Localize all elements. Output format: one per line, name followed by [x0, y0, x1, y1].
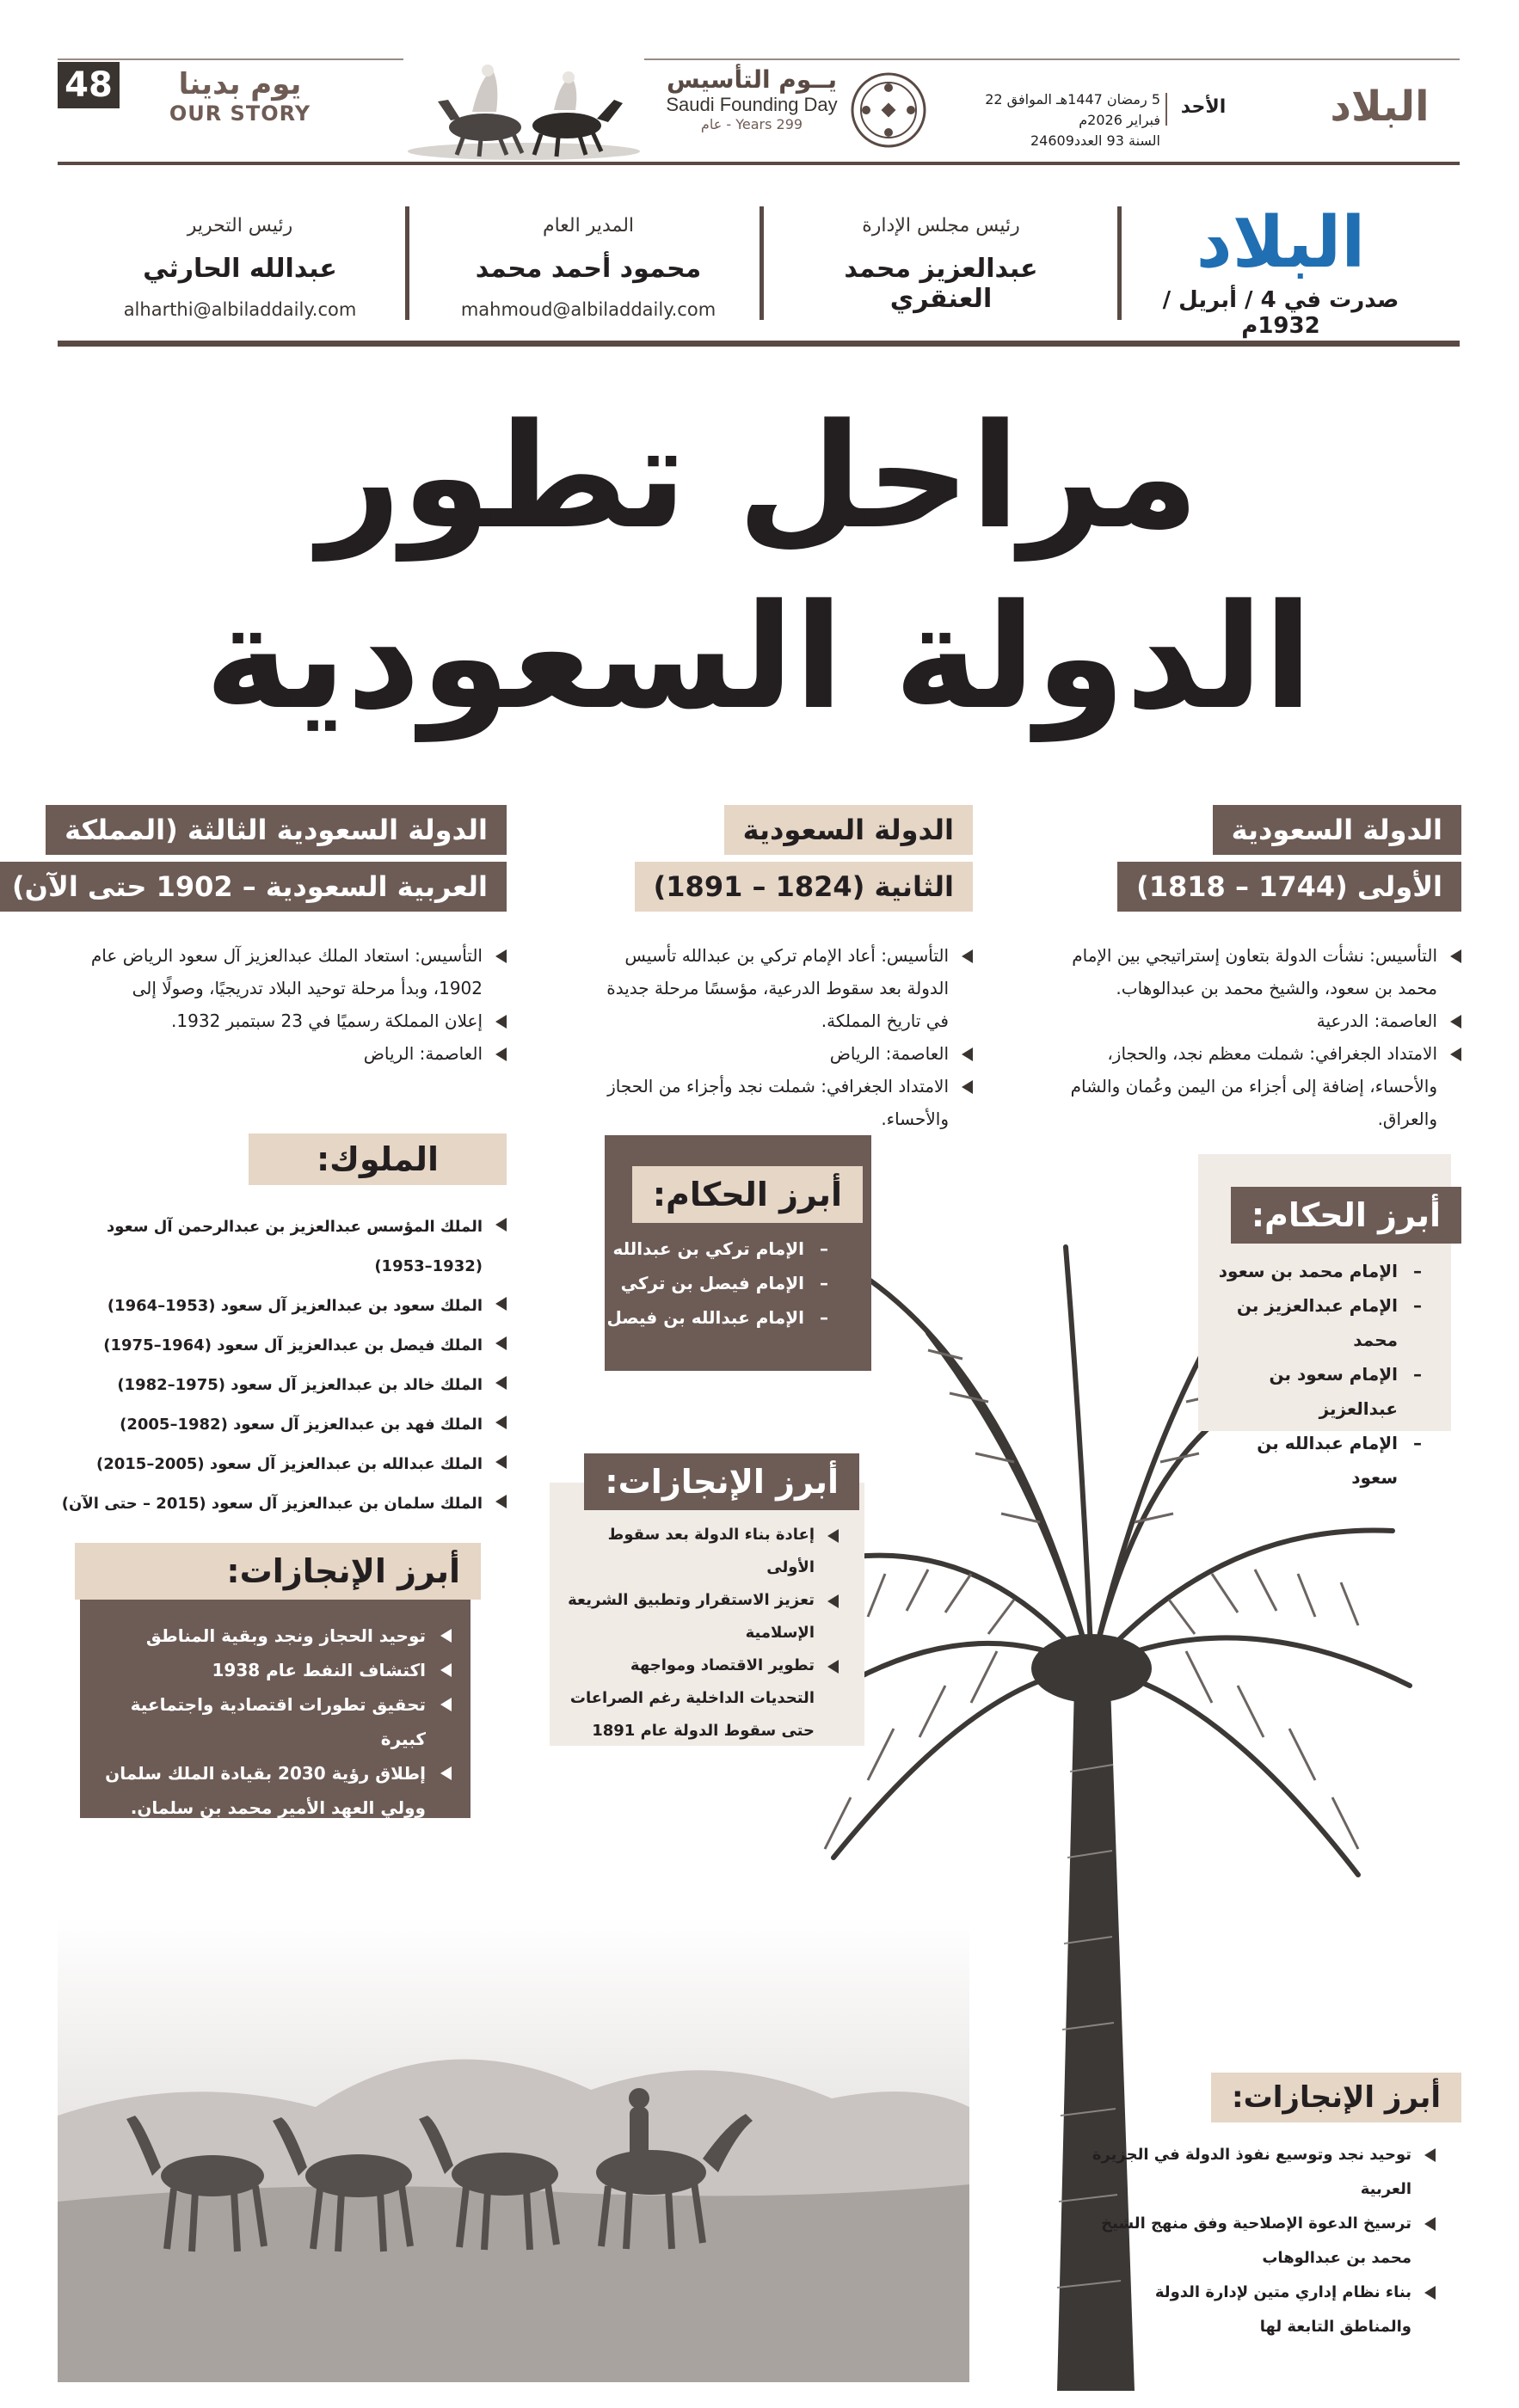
header-separator: [1118, 206, 1122, 320]
list-item: الملك فيصل بن عبدالعزيز آل سعود (1964–1975): [60, 1326, 507, 1366]
list-item: العاصمة: الدرعية: [1051, 1004, 1462, 1037]
list-item: إعلان المملكة رسميًا في 23 سبتمبر 1932.: [77, 1004, 507, 1037]
first-state-bullets: [1051, 939, 1462, 1135]
founding-day-years: 299 Years - عام: [701, 116, 804, 132]
masthead-logo: البلاد: [1196, 202, 1367, 284]
list-item: الملك المؤسس عبدالعزيز بن عبدالرحمن آل سعود (1932–1953): [60, 1207, 507, 1287]
top-thin-rule: [58, 58, 1461, 60]
list-item: – الإمام فيصل بن تركي: [607, 1266, 831, 1300]
list-item: الملك خالد بن عبدالعزيز آل سعود (1975–1982): [60, 1366, 507, 1405]
section-title-ar: يوم بدينا: [179, 67, 303, 101]
editor-block: [103, 215, 378, 335]
list-item: توحيد الحجاز ونجد وبقية المناطق: [100, 1619, 452, 1653]
list-item: تحقيق تطورات اقتصادية واجتماعية كبيرة: [100, 1687, 452, 1756]
founded-date: صدرت في 4 / أبريل / 1932م: [1163, 287, 1400, 339]
third-state-bullets: [77, 939, 507, 1070]
editor-name: عبدالله الحارثي: [144, 254, 338, 284]
second-state-rulers-list: [607, 1232, 831, 1335]
third-state-achievements: [100, 1619, 452, 1825]
list-item: إعادة بناء الدولة بعد سقوط الأولى: [568, 1519, 839, 1584]
chairman-role: رئيس مجلس الإدارة: [863, 215, 1021, 236]
headline-line2: الدولة السعودية: [205, 573, 1314, 741]
list-item: التأسيس: استعاد الملك عبدالعزيز آل سعود الرياض عام 1902، وبدأ مرحلة توحيد البلاد تدريجيًا، وصولًا إلى: [77, 939, 507, 1004]
second-state-rulers-title: أبرز الحكام:: [633, 1166, 864, 1223]
editor-role: رئيس التحرير: [188, 215, 294, 236]
list-item: إطلاق رؤية 2030 بقيادة الملك سلمان وولي العهد الأمير محمد بن سلمان.: [100, 1756, 452, 1825]
second-state-achievements: [568, 1519, 839, 1748]
list-item: – الإمام عبدالعزيز بن محمد: [1209, 1288, 1424, 1357]
masthead-logo-block: [1153, 203, 1411, 339]
list-item: توحيد نجد وتوسيع نفوذ الدولة في الجزيرة العربية: [1084, 2138, 1436, 2207]
third-state-kings-title: الملوك:: [249, 1133, 507, 1185]
founding-day-emblem: [850, 71, 929, 150]
section-title: [163, 67, 318, 126]
first-state-achievements: [1084, 2138, 1436, 2344]
top-strip-bottom-rule: [58, 162, 1461, 165]
list-item: الملك عبدالله بن عبدالعزيز آل سعود (2005–2015): [60, 1445, 507, 1484]
issue-date-line1: 5 رمضان 1447هـ الموافق 22 فبراير 2026م: [986, 91, 1161, 128]
chairman-name: عبدالعزيز محمد العنقري: [845, 254, 1039, 314]
founding-day-logo: [662, 65, 843, 132]
gm-block: [447, 215, 731, 335]
list-item: بناء نظام إداري متين لإدارة الدولة والمناطق التابعة لها: [1084, 2276, 1436, 2344]
list-item: الامتداد الجغرافي: شملت نجد وأجزاء من الحجاز والأحساء.: [585, 1070, 974, 1135]
list-item: العاصمة: الرياض: [585, 1037, 974, 1070]
list-item: الملك سلمان بن عبدالعزيز آل سعود (2015 – حتى الآن): [60, 1484, 507, 1524]
editor-email[interactable]: alharthi@albiladdaily.com: [124, 299, 358, 320]
issue-date-line2: السنة 93 العدد24609: [1030, 132, 1161, 149]
list-item: – الإمام عبدالله بن سعود: [1209, 1426, 1424, 1495]
page-number: 48: [58, 62, 120, 108]
list-item: الملك سعود بن عبدالعزيز آل سعود (1953–1964): [60, 1287, 507, 1326]
issue-date: [963, 89, 1161, 151]
gm-role: المدير العام: [543, 215, 636, 236]
camel-caravan-photo: [58, 1918, 970, 2382]
section-title-en: OUR STORY: [169, 101, 312, 126]
second-state-title-line1: الدولة السعودية: [725, 805, 974, 855]
list-item: التأسيس: أعاد الإمام تركي بن عبدالله تأسيس الدولة بعد سقوط الدرعية، مؤسسًا مرحلة جديدة في تاريخ المملكة.: [585, 939, 974, 1037]
chairman-block: [796, 215, 1088, 335]
first-state-rulers-title: أبرز الحكام:: [1232, 1187, 1462, 1244]
founding-day-en: Saudi Founding Day: [667, 94, 839, 115]
founding-day-ar: يــوم التأسيس: [667, 65, 839, 94]
list-item: – الإمام سعود بن عبدالعزيز: [1209, 1357, 1424, 1426]
headline-line1: مراحل تطور: [318, 392, 1201, 561]
list-item: – الإمام عبدالله بن فيصل: [607, 1300, 831, 1335]
list-item: تعزيز الاستقرار وتطبيق الشريعة الإسلامية: [568, 1584, 839, 1649]
header-bottom-rule: [58, 341, 1461, 347]
list-item: تطوير الاقتصاد ومواجهة التحديات الداخلية رغم الصراعات حتى سقوط الدولة عام 1891: [568, 1649, 839, 1748]
list-item: التأسيس: نشأت الدولة بتعاون إستراتيجي بين الإمام محمد بن سعود، والشيخ محمد بن عبدالوهاب.: [1051, 939, 1462, 1004]
third-state-title-line2: العربية السعودية – 1902 حتى الآن): [0, 862, 507, 912]
second-state-bullets: [585, 939, 974, 1135]
header-separator: [760, 206, 765, 320]
first-state-title-line1: الدولة السعودية: [1214, 805, 1462, 855]
third-state-kings: [60, 1207, 507, 1524]
horse-riders-photo: [404, 58, 645, 160]
list-item: العاصمة: الرياض: [77, 1037, 507, 1070]
issue-day: الأحد: [1181, 96, 1227, 118]
second-state-title-line2: الثانية (1824 – 1891): [636, 862, 974, 912]
list-item: اكتشاف النفط عام 1938: [100, 1653, 452, 1687]
first-state-rulers-list: [1209, 1254, 1424, 1495]
header-separator: [406, 206, 410, 320]
gm-email[interactable]: mahmoud@albiladdaily.com: [461, 299, 717, 320]
gm-name: محمود أحمد محمد: [476, 254, 703, 284]
list-item: – الإمام محمد بن سعود: [1209, 1254, 1424, 1288]
list-item: – الإمام تركي بن عبدالله: [607, 1232, 831, 1266]
second-state-achievements-title: أبرز الإنجازات:: [585, 1453, 860, 1510]
list-item: الامتداد الجغرافي: شملت معظم نجد، والحجاز، والأحساء، إضافة إلى أجزاء من اليمن وعُمان والشام والعراق.: [1051, 1037, 1462, 1135]
small-logo: البلاد: [1331, 83, 1430, 131]
first-state-achievements-title: أبرز الإنجازات:: [1212, 2073, 1462, 2122]
third-state-title-line1: الدولة السعودية الثالثة (المملكة: [46, 805, 507, 855]
list-item: الملك فهد بن عبدالعزيز آل سعود (1982–2005): [60, 1405, 507, 1445]
first-state-title-line2: الأولى (1744 – 1818): [1118, 862, 1462, 912]
third-state-achievements-title: أبرز الإنجازات:: [76, 1543, 482, 1600]
issue-divider: [1166, 93, 1168, 126]
list-item: ترسيخ الدعوة الإصلاحية وفق منهج الشيخ محمد بن عبدالوهاب: [1084, 2207, 1436, 2276]
